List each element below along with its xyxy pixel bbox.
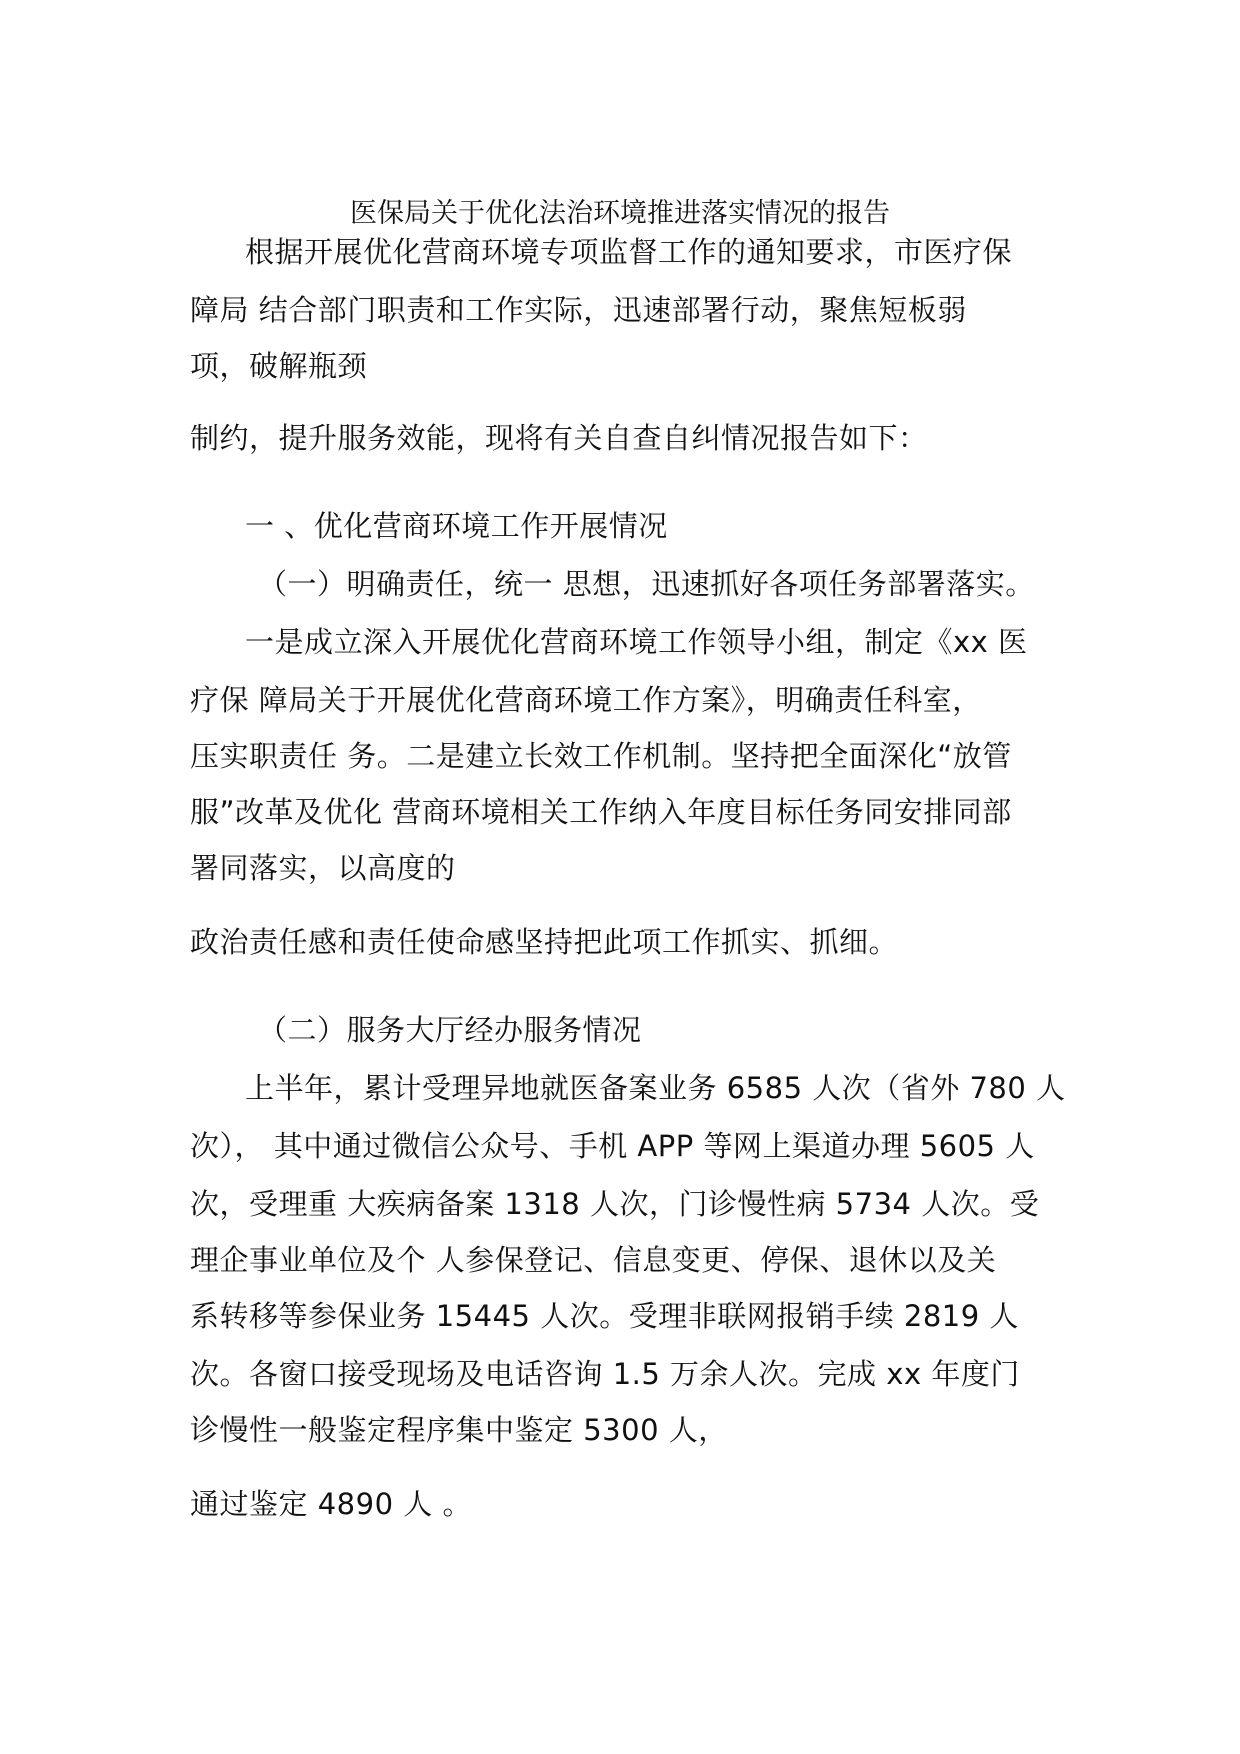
sub2-line-7: 诊慢性一般鉴定程序集中鉴定 5300 人， (190, 1413, 728, 1447)
sub1-line-5: 署同落实，以高度的 (190, 851, 456, 885)
intro-line-1: 根据开展优化营商环境专项监督工作的通知要求，市医疗保 (245, 235, 1013, 269)
sub2-line-8: 通过鉴定 4890 人 。 (190, 1487, 472, 1521)
subsection-heading-2: （二）服务大厅经办服务情况 (258, 1013, 642, 1047)
sub2-line-4: 理企事业单位及个 人参保登记、信息变更、停保、退休以及关 (190, 1243, 997, 1277)
sub1-line-4: 服”改革及优化 营商环境相关工作纳入年度目标任务同安排同部 (190, 795, 1012, 829)
sub1-line-2: 疗保 障局关于开展优化营商环境工作方案》，明确责任科室， (190, 683, 982, 717)
intro-line-2: 障局 结合部门职责和工作实际，迅速部署行动，聚焦短板弱 (190, 293, 967, 327)
sub2-line-1: 上半年，累计受理异地就医备案业务 6585 人次（省外 780 人 (245, 1071, 1066, 1105)
sub2-line-2: 次）， 其中通过微信公众号、手机 APP 等网上渠道办理 5605 人 (190, 1129, 1035, 1163)
document-title: 医保局关于优化法治环境推进落实情况的报告 (350, 198, 890, 229)
intro-line-4: 制约，提升服务效能，现将有关自查自纠情况报告如下： (190, 421, 928, 455)
sub2-line-5: 系转移等参保业务 15445 人次。受理非联网报销手续 2819 人 (190, 1299, 1019, 1333)
intro-line-3: 项，破解瓶颈 (190, 349, 368, 383)
subsection-heading-1: （一）明确责任，统一 思想，迅速抓好各项任务部署落实。 (258, 567, 1035, 601)
sub2-line-6: 次。各窗口接受现场及电话咨询 1.5 万余人次。完成 xx 年度门 (190, 1357, 1020, 1391)
sub2-line-3: 次，受理重 大疾病备案 1318 人次，门诊慢性病 5734 人次。受 (190, 1187, 1040, 1221)
sub1-line-3: 压实职责任 务。二是建立长效工作机制。坚持把全面深化“放管 (190, 739, 1012, 773)
sub1-line-1: 一是成立深入开展优化营商环境工作领导小组，制定《xx 医 (245, 625, 1028, 659)
section-heading: 一 、优化营商环境工作开展情况 (245, 509, 668, 543)
sub1-line-6: 政治责任感和责任使命感坚持把此项工作抓实、抓细。 (190, 925, 899, 959)
